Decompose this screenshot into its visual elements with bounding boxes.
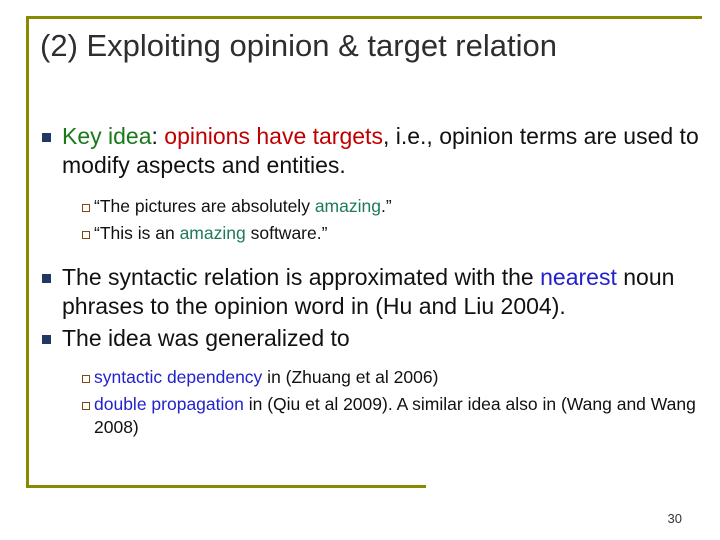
frame-bottom-line bbox=[26, 485, 426, 488]
square-bullet-icon bbox=[40, 263, 62, 293]
bullet-example-pictures-text bbox=[94, 195, 708, 219]
bullet-syntactic-relation-text bbox=[62, 263, 708, 322]
segment-key-idea-rest: , i.e., opinion terms are used to modify aspects and entities. bbox=[62, 123, 699, 179]
hollow-square-bullet-icon bbox=[66, 195, 94, 221]
bullet-example-software-text bbox=[94, 222, 708, 246]
bullet-key-idea bbox=[40, 122, 708, 181]
segment-zhuang-citation: in (Zhuang et al 2006) bbox=[262, 366, 439, 387]
segment-colon: : bbox=[151, 123, 165, 149]
bullet-syntactic-dependency-text bbox=[94, 366, 708, 390]
segment-qiu-citation: in (Qiu et al 2009). A similar idea also in (Wang and Wang 2008) bbox=[94, 393, 696, 438]
hollow-square-bullet-icon bbox=[66, 366, 94, 392]
slide-body bbox=[40, 122, 708, 441]
bullet-generalized bbox=[40, 324, 708, 354]
segment-key-idea-label: Key idea bbox=[62, 123, 152, 149]
square-bullet-icon bbox=[40, 122, 62, 152]
segment-software-pre: “This is an bbox=[94, 222, 180, 243]
page-number: 30 bbox=[667, 511, 682, 526]
segment-amazing-2: amazing bbox=[179, 222, 246, 243]
segment-opinions-have-targets: opinions have targets bbox=[164, 123, 383, 149]
segment-nearest: nearest bbox=[540, 263, 617, 290]
square-bullet-icon bbox=[40, 324, 62, 354]
frame-top-line bbox=[26, 16, 702, 19]
hollow-square-bullet-icon bbox=[66, 393, 94, 419]
slide-title: (2) Exploiting opinion & target relation bbox=[40, 28, 557, 63]
bullet-example-pictures bbox=[66, 195, 708, 221]
bullet-generalized-text bbox=[62, 324, 708, 353]
segment-software-post: software.” bbox=[245, 222, 328, 243]
bullet-double-propagation bbox=[66, 393, 708, 440]
bullet-double-propagation-text bbox=[94, 393, 708, 440]
segment-amazing-1: amazing bbox=[314, 195, 381, 216]
segment-generalized: The idea was generalized to bbox=[62, 324, 350, 351]
bullet-syntactic-dependency bbox=[66, 366, 708, 392]
bullet-key-idea-text bbox=[62, 122, 708, 181]
frame-left-line bbox=[26, 16, 29, 488]
segment-syntactic-post: noun phrases to the opinion word in (Hu and Liu 2004). bbox=[62, 263, 675, 320]
segment-double-propagation: double propagation bbox=[94, 393, 244, 414]
bullet-syntactic-relation bbox=[40, 263, 708, 322]
segment-syntactic-pre: The syntactic relation is approximated with the bbox=[62, 263, 541, 290]
segment-syntactic-dependency: syntactic dependency bbox=[94, 366, 263, 387]
bullet-example-software bbox=[66, 222, 708, 248]
hollow-square-bullet-icon bbox=[66, 222, 94, 248]
segment-pictures-post: .” bbox=[380, 195, 392, 216]
segment-pictures-pre: “The pictures are absolutely bbox=[94, 195, 315, 216]
